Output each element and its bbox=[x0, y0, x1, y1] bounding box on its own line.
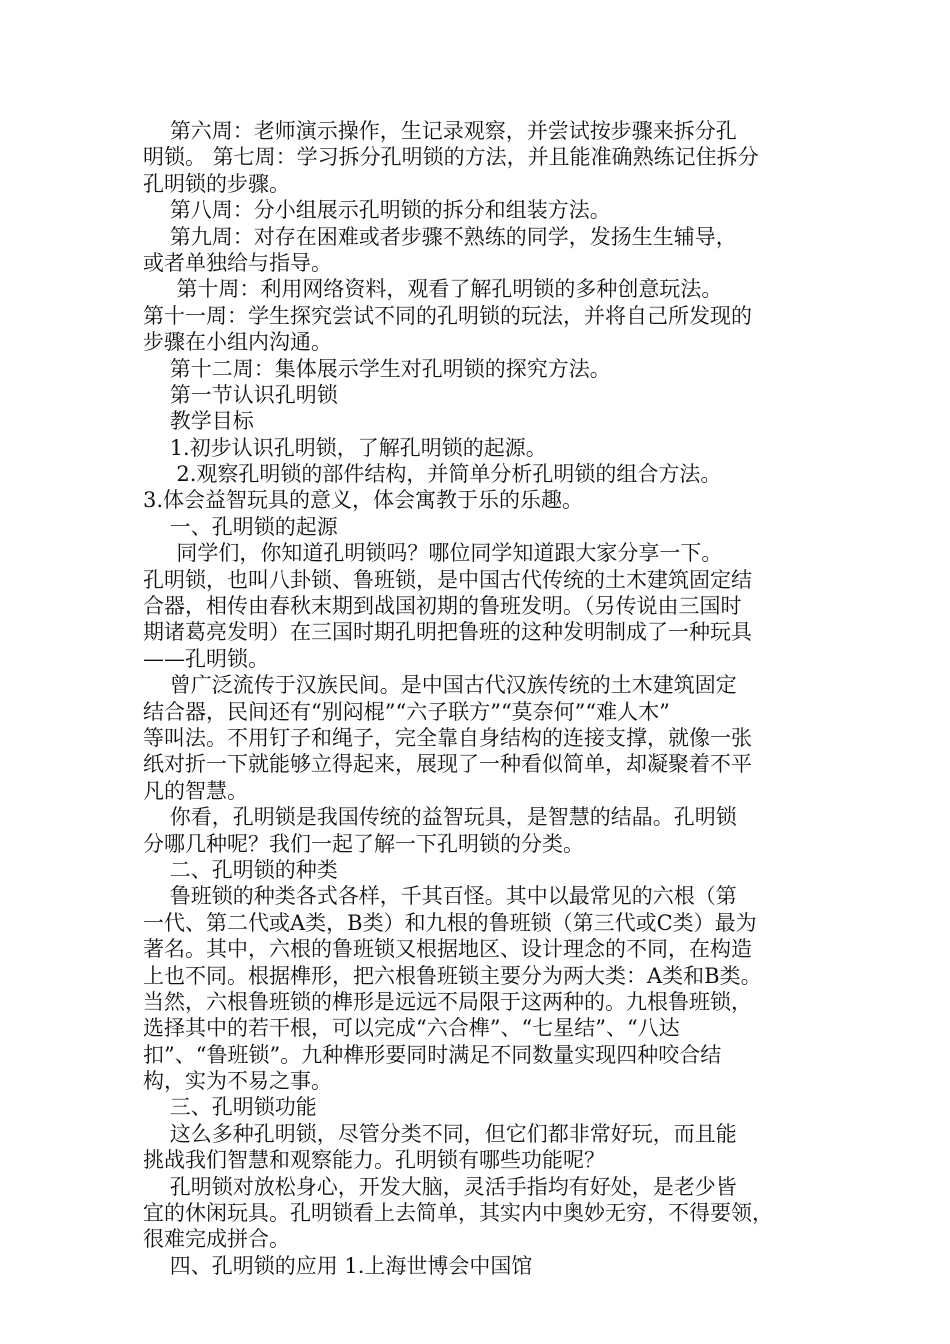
text-line: 构，实为不易之事。 bbox=[143, 1069, 332, 1094]
text-line: 第九周：对存在困难或者步骤不熟练的同学，发扬生生辅导， bbox=[143, 224, 737, 249]
text-line: 期诸葛亮发明）在三国时期孔明把鲁班的这种发明制成了一种玩具 bbox=[143, 620, 752, 645]
text-line: 孔明锁对放松身心，开发大脑，灵活手指均有好处，是老少皆 bbox=[143, 1174, 737, 1199]
text-line: 2.观察孔明锁的部件结构，并简单分析孔明锁的组合方法。 bbox=[143, 462, 722, 487]
text-line: 步骤在小组内沟通。 bbox=[143, 330, 332, 355]
text-line: 孔明锁的步骤。 bbox=[143, 171, 290, 196]
text-line: 孔明锁，也叫八卦锁、鲁班锁，是中国古代传统的土木建筑固定结 bbox=[143, 567, 752, 592]
text-line: 等叫法。不用钉子和绳子，完全靠自身结构的连接支撑，就像一张 bbox=[143, 725, 752, 750]
document-body bbox=[143, 118, 811, 1279]
text-line: 纸对折一下就能够立得起来，展现了一种看似简单，却凝聚着不平 bbox=[143, 752, 752, 777]
text-line: 第八周：分小组展示孔明锁的拆分和组装方法。 bbox=[143, 198, 611, 223]
text-line: 扣”、“鲁班锁”。九种榫形要同时满足不同数量实现四种咬合结 bbox=[143, 1042, 722, 1067]
text-line: 结合器，民间还有“别闷棍”“六子联方”“莫奈何”“难人木” bbox=[143, 699, 670, 724]
text-line: 著名。其中，六根的鲁班锁又根据地区、设计理念的不同，在构造 bbox=[143, 937, 752, 962]
text-line: 3.体会益智玩具的意义，体会寓教于乐的乐趣。 bbox=[143, 488, 584, 513]
section-heading: 教学目标 bbox=[143, 409, 254, 434]
text-line: 同学们，你知道孔明锁吗？哪位同学知道跟大家分享一下。 bbox=[143, 541, 723, 566]
text-line: 当然，六根鲁班锁的榫形是远远不局限于这两种的。九根鲁班锁， bbox=[143, 989, 752, 1014]
text-line: 第六周：老师演示操作，生记录观察，并尝试按步骤来拆分孔 bbox=[143, 119, 737, 143]
text-line: 第十周：利用网络资料，观看了解孔明锁的多种创意玩法。 bbox=[143, 277, 723, 302]
text-line: 一代、第二代或A类，B类）和九根的鲁班锁（第三代或C类）最为 bbox=[143, 910, 757, 935]
text-line: 分哪几种呢？我们一起了解一下孔明锁的分类。 bbox=[143, 831, 584, 856]
text-line: 你看，孔明锁是我国传统的益智玩具，是智慧的结晶。孔明锁 bbox=[143, 805, 737, 830]
text-line: 鲁班锁的种类各式各样，千其百怪。其中以最常见的六根（第 bbox=[143, 884, 737, 909]
section-heading: 第一节认识孔明锁 bbox=[143, 382, 338, 407]
text-line: 上也不同。根据榫形，把六根鲁班锁主要分为两大类：A类和B类。 bbox=[143, 963, 762, 988]
text-line: 选择其中的若干根，可以完成“六合榫”、“七星结”、“八达 bbox=[143, 1016, 680, 1041]
text-line: 挑战我们智慧和观察能力。孔明锁有哪些功能呢？ bbox=[143, 1148, 605, 1173]
text-line: ——孔明锁。 bbox=[143, 646, 269, 671]
text-line: 明锁。 第七周：学习拆分孔明锁的方法，并且能准确熟练记住拆分 bbox=[143, 145, 759, 170]
text-line: 第十二周：集体展示学生对孔明锁的探究方法。 bbox=[143, 356, 611, 381]
section-heading: 一、孔明锁的起源 bbox=[143, 514, 338, 539]
text-line: 或者单独给与指导。 bbox=[143, 250, 332, 275]
text-line: 宜的休闲玩具。孔明锁看上去简单，其实内中奥妙无穷，不得要领， bbox=[143, 1201, 773, 1226]
text-line: 这么多种孔明锁，尽管分类不同，但它们都非常好玩，而且能 bbox=[143, 1121, 737, 1146]
section-heading: 四、孔明锁的应用 1.上海世博会中国馆 bbox=[143, 1253, 533, 1278]
text-line: 1.初步认识孔明锁，了解孔明锁的起源。 bbox=[143, 435, 547, 460]
text-line: 凡的智慧。 bbox=[143, 778, 248, 803]
section-heading: 二、孔明锁的种类 bbox=[143, 857, 338, 882]
section-heading: 三、孔明锁功能 bbox=[143, 1095, 317, 1120]
text-line: 第十一周：学生探究尝试不同的孔明锁的玩法，并将自己所发现的 bbox=[143, 303, 752, 328]
text-line: 合器，相传由春秋末期到战国初期的鲁班发明。（另传说由三国时 bbox=[143, 594, 742, 619]
text-line: 很难完成拼合。 bbox=[143, 1227, 290, 1252]
text-line: 曾广泛流传于汉族民间。是中国古代汉族传统的土木建筑固定 bbox=[143, 673, 737, 698]
